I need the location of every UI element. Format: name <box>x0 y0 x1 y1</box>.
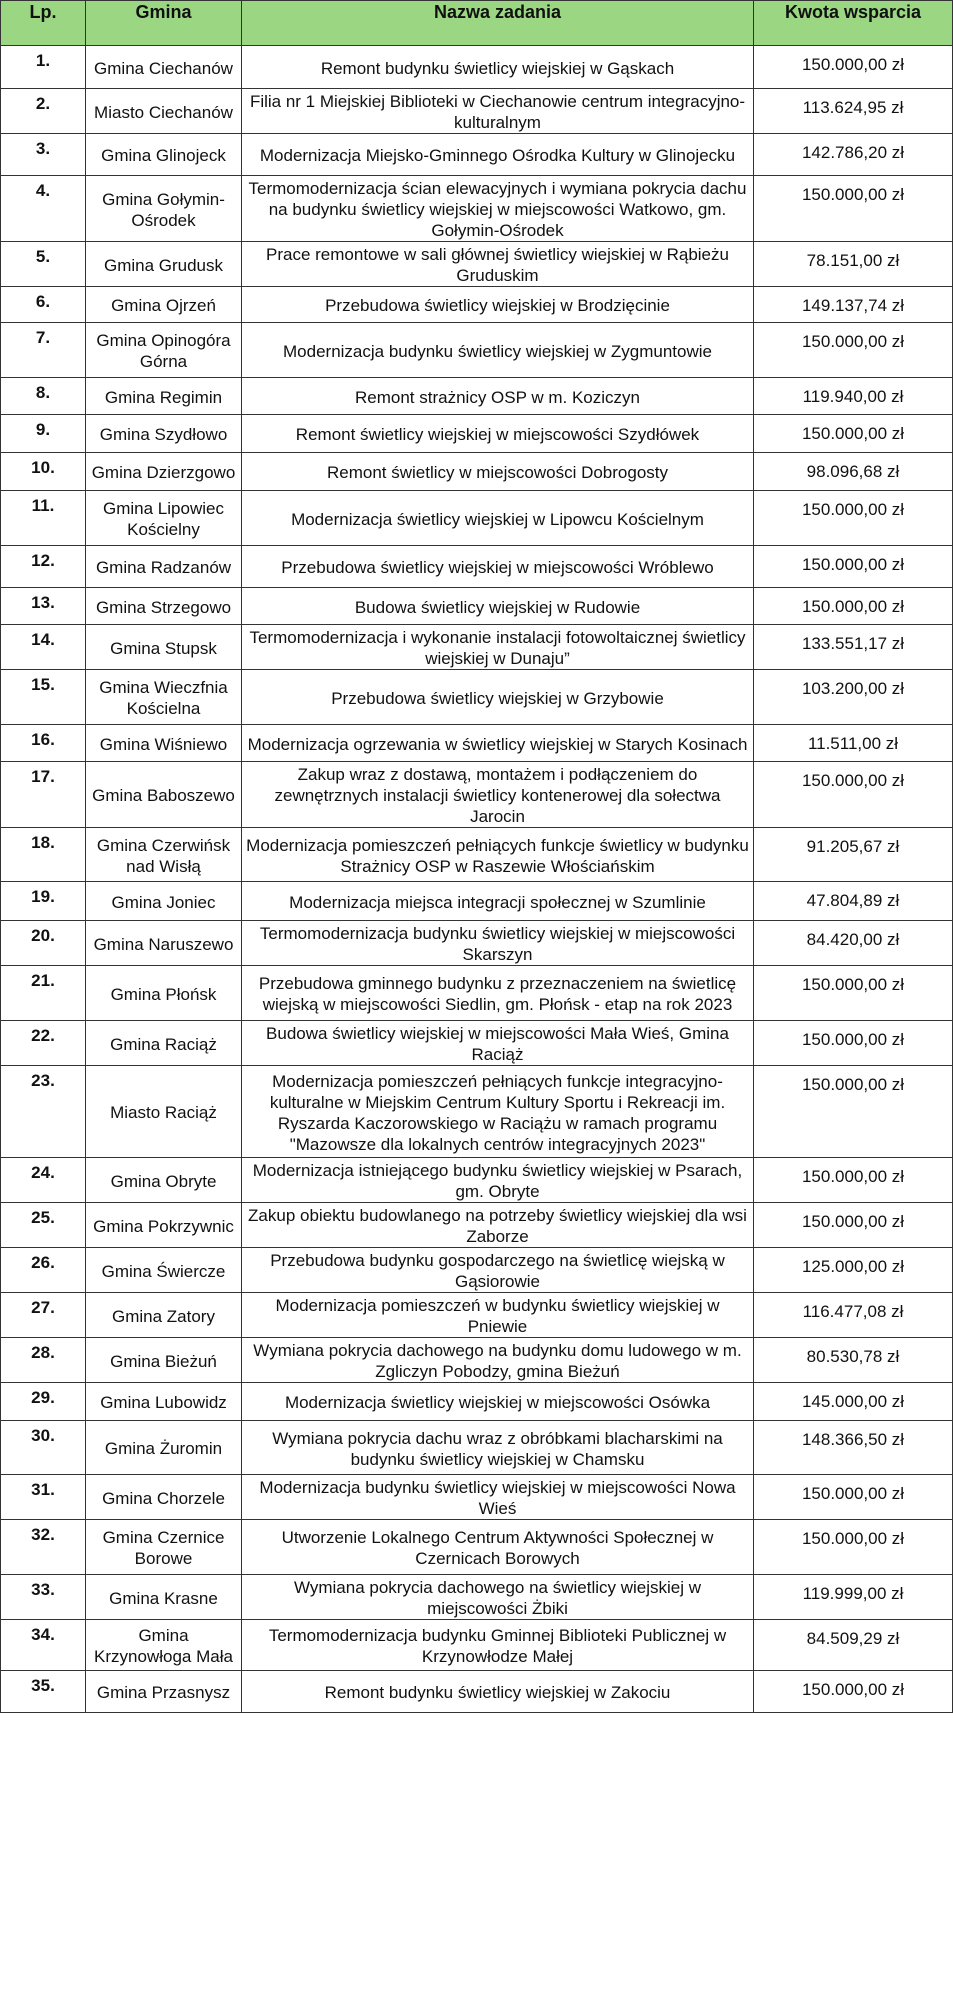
row-lp: 21. <box>1 966 86 1021</box>
row-lp: 14. <box>1 625 86 670</box>
row-nazwa: Termomodernizacja i wykonanie instalacji fotowoltaicznej świetlicy wiejskiej w Dunaju” <box>242 625 754 670</box>
row-lp: 27. <box>1 1293 86 1338</box>
row-gmina: Miasto Ciechanów <box>86 89 242 134</box>
table-row <box>1 46 953 89</box>
row-nazwa: Termomodernizacja budynku świetlicy wiejskiej w miejscowości Skarszyn <box>242 921 754 966</box>
row-kwota: 133.551,17 zł <box>754 625 953 670</box>
table-row <box>1 725 953 762</box>
row-nazwa: Termomodernizacja ścian elewacyjnych i wymiana pokrycia dachu na budynku świetlicy wiejskiej w miejscowości Watkowo, gm. Gołymin-Ośrodek <box>242 176 754 242</box>
header-kwota: Kwota wsparcia <box>754 1 953 46</box>
row-lp: 2. <box>1 89 86 134</box>
row-lp: 5. <box>1 242 86 287</box>
row-nazwa: Modernizacja Miejsko-Gminnego Ośrodka Kultury w Glinojecku <box>242 134 754 176</box>
row-nazwa: Remont budynku świetlicy wiejskiej w Zakociu <box>242 1671 754 1713</box>
table-row <box>1 378 953 415</box>
table-row <box>1 491 953 546</box>
row-gmina: Gmina Czernice Borowe <box>86 1520 242 1575</box>
row-kwota: 80.530,78 zł <box>754 1338 953 1383</box>
row-nazwa: Modernizacja świetlicy wiejskiej w Lipowcu Kościelnym <box>242 491 754 546</box>
row-nazwa: Prace remontowe w sali głównej świetlicy wiejskiej w Rąbieżu Gruduskim <box>242 242 754 287</box>
row-lp: 35. <box>1 1671 86 1713</box>
row-gmina: Gmina Opinogóra Górna <box>86 323 242 378</box>
row-kwota: 148.366,50 zł <box>754 1421 953 1475</box>
row-lp: 15. <box>1 670 86 725</box>
row-kwota: 150.000,00 zł <box>754 1475 953 1520</box>
row-gmina: Gmina Pokrzywnic <box>86 1203 242 1248</box>
row-nazwa: Modernizacja pomieszczeń w budynku świetlicy wiejskiej w Pniewie <box>242 1293 754 1338</box>
header-row <box>1 1 953 46</box>
row-gmina: Gmina Grudusk <box>86 242 242 287</box>
row-nazwa: Przebudowa świetlicy wiejskiej w miejscowości Wróblewo <box>242 546 754 588</box>
row-kwota: 119.999,00 zł <box>754 1575 953 1620</box>
row-nazwa: Budowa świetlicy wiejskiej w Rudowie <box>242 588 754 625</box>
row-nazwa: Przebudowa świetlicy wiejskiej w Brodzięcinie <box>242 287 754 323</box>
row-lp: 34. <box>1 1620 86 1671</box>
row-kwota: 150.000,00 zł <box>754 1066 953 1158</box>
row-kwota: 103.200,00 zł <box>754 670 953 725</box>
row-kwota: 150.000,00 zł <box>754 323 953 378</box>
row-lp: 29. <box>1 1383 86 1421</box>
row-lp: 3. <box>1 134 86 176</box>
row-lp: 18. <box>1 828 86 882</box>
row-lp: 6. <box>1 287 86 323</box>
row-nazwa: Modernizacja budynku świetlicy wiejskiej w miejscowości Nowa Wieś <box>242 1475 754 1520</box>
table-row <box>1 1338 953 1383</box>
row-gmina: Gmina Radzanów <box>86 546 242 588</box>
table-row <box>1 1383 953 1421</box>
row-kwota: 11.511,00 zł <box>754 725 953 762</box>
table-row <box>1 134 953 176</box>
row-nazwa: Wymiana pokrycia dachu wraz z obróbkami blacharskimi na budynku świetlicy wiejskiej w Chamsku <box>242 1421 754 1475</box>
row-kwota: 150.000,00 zł <box>754 491 953 546</box>
row-nazwa: Zakup wraz z dostawą, montażem i podłączeniem do zewnętrznych instalacji świetlicy kontenerowej dla sołectwa Jarocin <box>242 762 754 828</box>
header-nazwa: Nazwa zadania <box>242 1 754 46</box>
row-kwota: 125.000,00 zł <box>754 1248 953 1293</box>
table-row <box>1 323 953 378</box>
table-row <box>1 762 953 828</box>
row-lp: 22. <box>1 1021 86 1066</box>
row-lp: 11. <box>1 491 86 546</box>
row-gmina: Gmina Naruszewo <box>86 921 242 966</box>
row-gmina: Gmina Obryte <box>86 1158 242 1203</box>
row-gmina: Gmina Płońsk <box>86 966 242 1021</box>
row-nazwa: Filia nr 1 Miejskiej Biblioteki w Ciechanowie centrum integracyjno-kulturalnym <box>242 89 754 134</box>
header-lp: Lp. <box>1 1 86 46</box>
table-row <box>1 670 953 725</box>
row-nazwa: Przebudowa świetlicy wiejskiej w Grzybowie <box>242 670 754 725</box>
row-kwota: 150.000,00 zł <box>754 176 953 242</box>
row-kwota: 150.000,00 zł <box>754 1203 953 1248</box>
row-gmina: Gmina Czerwińsk nad Wisłą <box>86 828 242 882</box>
row-lp: 23. <box>1 1066 86 1158</box>
table-row <box>1 242 953 287</box>
table-row <box>1 1248 953 1293</box>
row-lp: 1. <box>1 46 86 89</box>
table-row <box>1 1021 953 1066</box>
table-row <box>1 176 953 242</box>
row-lp: 19. <box>1 882 86 921</box>
row-kwota: 150.000,00 zł <box>754 1520 953 1575</box>
row-nazwa: Utworzenie Lokalnego Centrum Aktywności Społecznej w Czernicach Borowych <box>242 1520 754 1575</box>
row-gmina: Gmina Stupsk <box>86 625 242 670</box>
row-lp: 26. <box>1 1248 86 1293</box>
row-kwota: 84.509,29 zł <box>754 1620 953 1671</box>
table-row <box>1 1575 953 1620</box>
row-gmina: Gmina Wieczfnia Kościelna <box>86 670 242 725</box>
header-gmina: Gmina <box>86 1 242 46</box>
row-gmina: Gmina Krasne <box>86 1575 242 1620</box>
row-kwota: 150.000,00 zł <box>754 415 953 453</box>
row-lp: 8. <box>1 378 86 415</box>
row-gmina: Gmina Glinojeck <box>86 134 242 176</box>
table-row <box>1 89 953 134</box>
row-nazwa: Remont świetlicy wiejskiej w miejscowości Szydłówek <box>242 415 754 453</box>
row-nazwa: Modernizacja pomieszczeń pełniących funkcje świetlicy w budynku Strażnicy OSP w Raszewie Włościańskim <box>242 828 754 882</box>
table-row <box>1 1421 953 1475</box>
row-gmina: Gmina Żuromin <box>86 1421 242 1475</box>
row-lp: 31. <box>1 1475 86 1520</box>
row-nazwa: Remont budynku świetlicy wiejskiej w Gąskach <box>242 46 754 89</box>
row-lp: 33. <box>1 1575 86 1620</box>
row-nazwa: Modernizacja pomieszczeń pełniących funkcje integracyjno-kulturalne w Miejskim Centrum Kultury Sportu i Rekreacji im. Ryszarda Kaczorowskiego w Raciążu w ramach programu "Mazowsze dla lokalnych centrów integracyjnych 2023" <box>242 1066 754 1158</box>
row-nazwa: Remont strażnicy OSP w m. Koziczyn <box>242 378 754 415</box>
row-lp: 20. <box>1 921 86 966</box>
row-nazwa: Wymiana pokrycia dachowego na świetlicy wiejskiej w miejscowości Żbiki <box>242 1575 754 1620</box>
row-gmina: Gmina Ciechanów <box>86 46 242 89</box>
row-gmina: Gmina Przasnysz <box>86 1671 242 1713</box>
table-row <box>1 588 953 625</box>
row-kwota: 78.151,00 zł <box>754 242 953 287</box>
row-kwota: 149.137,74 zł <box>754 287 953 323</box>
row-gmina: Gmina Lubowidz <box>86 1383 242 1421</box>
row-lp: 32. <box>1 1520 86 1575</box>
row-nazwa: Termomodernizacja budynku Gminnej Biblioteki Publicznej w Krzynowłodze Małej <box>242 1620 754 1671</box>
table-row <box>1 287 953 323</box>
table-row <box>1 453 953 491</box>
row-nazwa: Budowa świetlicy wiejskiej w miejscowości Mała Wieś, Gmina Raciąż <box>242 1021 754 1066</box>
row-nazwa: Modernizacja istniejącego budynku świetlicy wiejskiej w Psarach, gm. Obryte <box>242 1158 754 1203</box>
row-lp: 13. <box>1 588 86 625</box>
table-row <box>1 828 953 882</box>
row-kwota: 145.000,00 zł <box>754 1383 953 1421</box>
row-nazwa: Remont świetlicy w miejscowości Dobrogosty <box>242 453 754 491</box>
row-kwota: 150.000,00 zł <box>754 46 953 89</box>
row-kwota: 84.420,00 zł <box>754 921 953 966</box>
row-nazwa: Modernizacja ogrzewania w świetlicy wiejskiej w Starych Kosinach <box>242 725 754 762</box>
row-lp: 30. <box>1 1421 86 1475</box>
row-kwota: 150.000,00 zł <box>754 588 953 625</box>
row-gmina: Gmina Ojrzeń <box>86 287 242 323</box>
row-kwota: 150.000,00 zł <box>754 1021 953 1066</box>
row-lp: 17. <box>1 762 86 828</box>
row-nazwa: Modernizacja miejsca integracji społecznej w Szumlinie <box>242 882 754 921</box>
row-kwota: 150.000,00 zł <box>754 546 953 588</box>
row-gmina: Gmina Raciąż <box>86 1021 242 1066</box>
row-gmina: Gmina Dzierzgowo <box>86 453 242 491</box>
row-nazwa: Zakup obiektu budowlanego na potrzeby świetlicy wiejskiej dla wsi Zaborze <box>242 1203 754 1248</box>
table-row <box>1 415 953 453</box>
row-gmina: Gmina Szydłowo <box>86 415 242 453</box>
row-gmina: Gmina Gołymin-Ośrodek <box>86 176 242 242</box>
row-kwota: 150.000,00 zł <box>754 1158 953 1203</box>
table-row <box>1 625 953 670</box>
table-row <box>1 1203 953 1248</box>
row-lp: 25. <box>1 1203 86 1248</box>
row-gmina: Gmina Zatory <box>86 1293 242 1338</box>
row-gmina: Gmina Joniec <box>86 882 242 921</box>
table-row <box>1 1520 953 1575</box>
row-gmina: Gmina Lipowiec Kościelny <box>86 491 242 546</box>
row-gmina: Gmina Strzegowo <box>86 588 242 625</box>
row-kwota: 116.477,08 zł <box>754 1293 953 1338</box>
table-row <box>1 1293 953 1338</box>
row-kwota: 150.000,00 zł <box>754 1671 953 1713</box>
table-row <box>1 1671 953 1713</box>
row-kwota: 91.205,67 zł <box>754 828 953 882</box>
row-kwota: 150.000,00 zł <box>754 966 953 1021</box>
table-body <box>1 46 953 1713</box>
table-row <box>1 1158 953 1203</box>
row-kwota: 150.000,00 zł <box>754 762 953 828</box>
row-gmina: Miasto Raciąż <box>86 1066 242 1158</box>
table-row <box>1 1475 953 1520</box>
row-lp: 28. <box>1 1338 86 1383</box>
row-gmina: Gmina Krzynowłoga Mała <box>86 1620 242 1671</box>
row-lp: 9. <box>1 415 86 453</box>
table-row <box>1 921 953 966</box>
table-row <box>1 546 953 588</box>
table-row <box>1 1066 953 1158</box>
table-row <box>1 882 953 921</box>
row-nazwa: Wymiana pokrycia dachowego na budynku domu ludowego w m. Zgliczyn Pobodzy, gmina Bieżuń <box>242 1338 754 1383</box>
row-lp: 10. <box>1 453 86 491</box>
row-gmina: Gmina Świercze <box>86 1248 242 1293</box>
row-kwota: 47.804,89 zł <box>754 882 953 921</box>
row-lp: 16. <box>1 725 86 762</box>
row-nazwa: Przebudowa budynku gospodarczego na świetlicę wiejską w Gąsiorowie <box>242 1248 754 1293</box>
row-gmina: Gmina Chorzele <box>86 1475 242 1520</box>
row-kwota: 119.940,00 zł <box>754 378 953 415</box>
row-lp: 7. <box>1 323 86 378</box>
table-row <box>1 1620 953 1671</box>
row-gmina: Gmina Baboszewo <box>86 762 242 828</box>
row-kwota: 142.786,20 zł <box>754 134 953 176</box>
row-nazwa: Modernizacja świetlicy wiejskiej w miejscowości Osówka <box>242 1383 754 1421</box>
row-gmina: Gmina Regimin <box>86 378 242 415</box>
row-lp: 4. <box>1 176 86 242</box>
row-gmina: Gmina Bieżuń <box>86 1338 242 1383</box>
row-nazwa: Modernizacja budynku świetlicy wiejskiej w Zygmuntowie <box>242 323 754 378</box>
row-lp: 24. <box>1 1158 86 1203</box>
table-row <box>1 966 953 1021</box>
row-gmina: Gmina Wiśniewo <box>86 725 242 762</box>
row-nazwa: Przebudowa gminnego budynku z przeznaczeniem na świetlicę wiejską w miejscowości Siedlin, gm. Płońsk - etap na rok 2023 <box>242 966 754 1021</box>
row-lp: 12. <box>1 546 86 588</box>
row-kwota: 98.096,68 zł <box>754 453 953 491</box>
row-kwota: 113.624,95 zł <box>754 89 953 134</box>
